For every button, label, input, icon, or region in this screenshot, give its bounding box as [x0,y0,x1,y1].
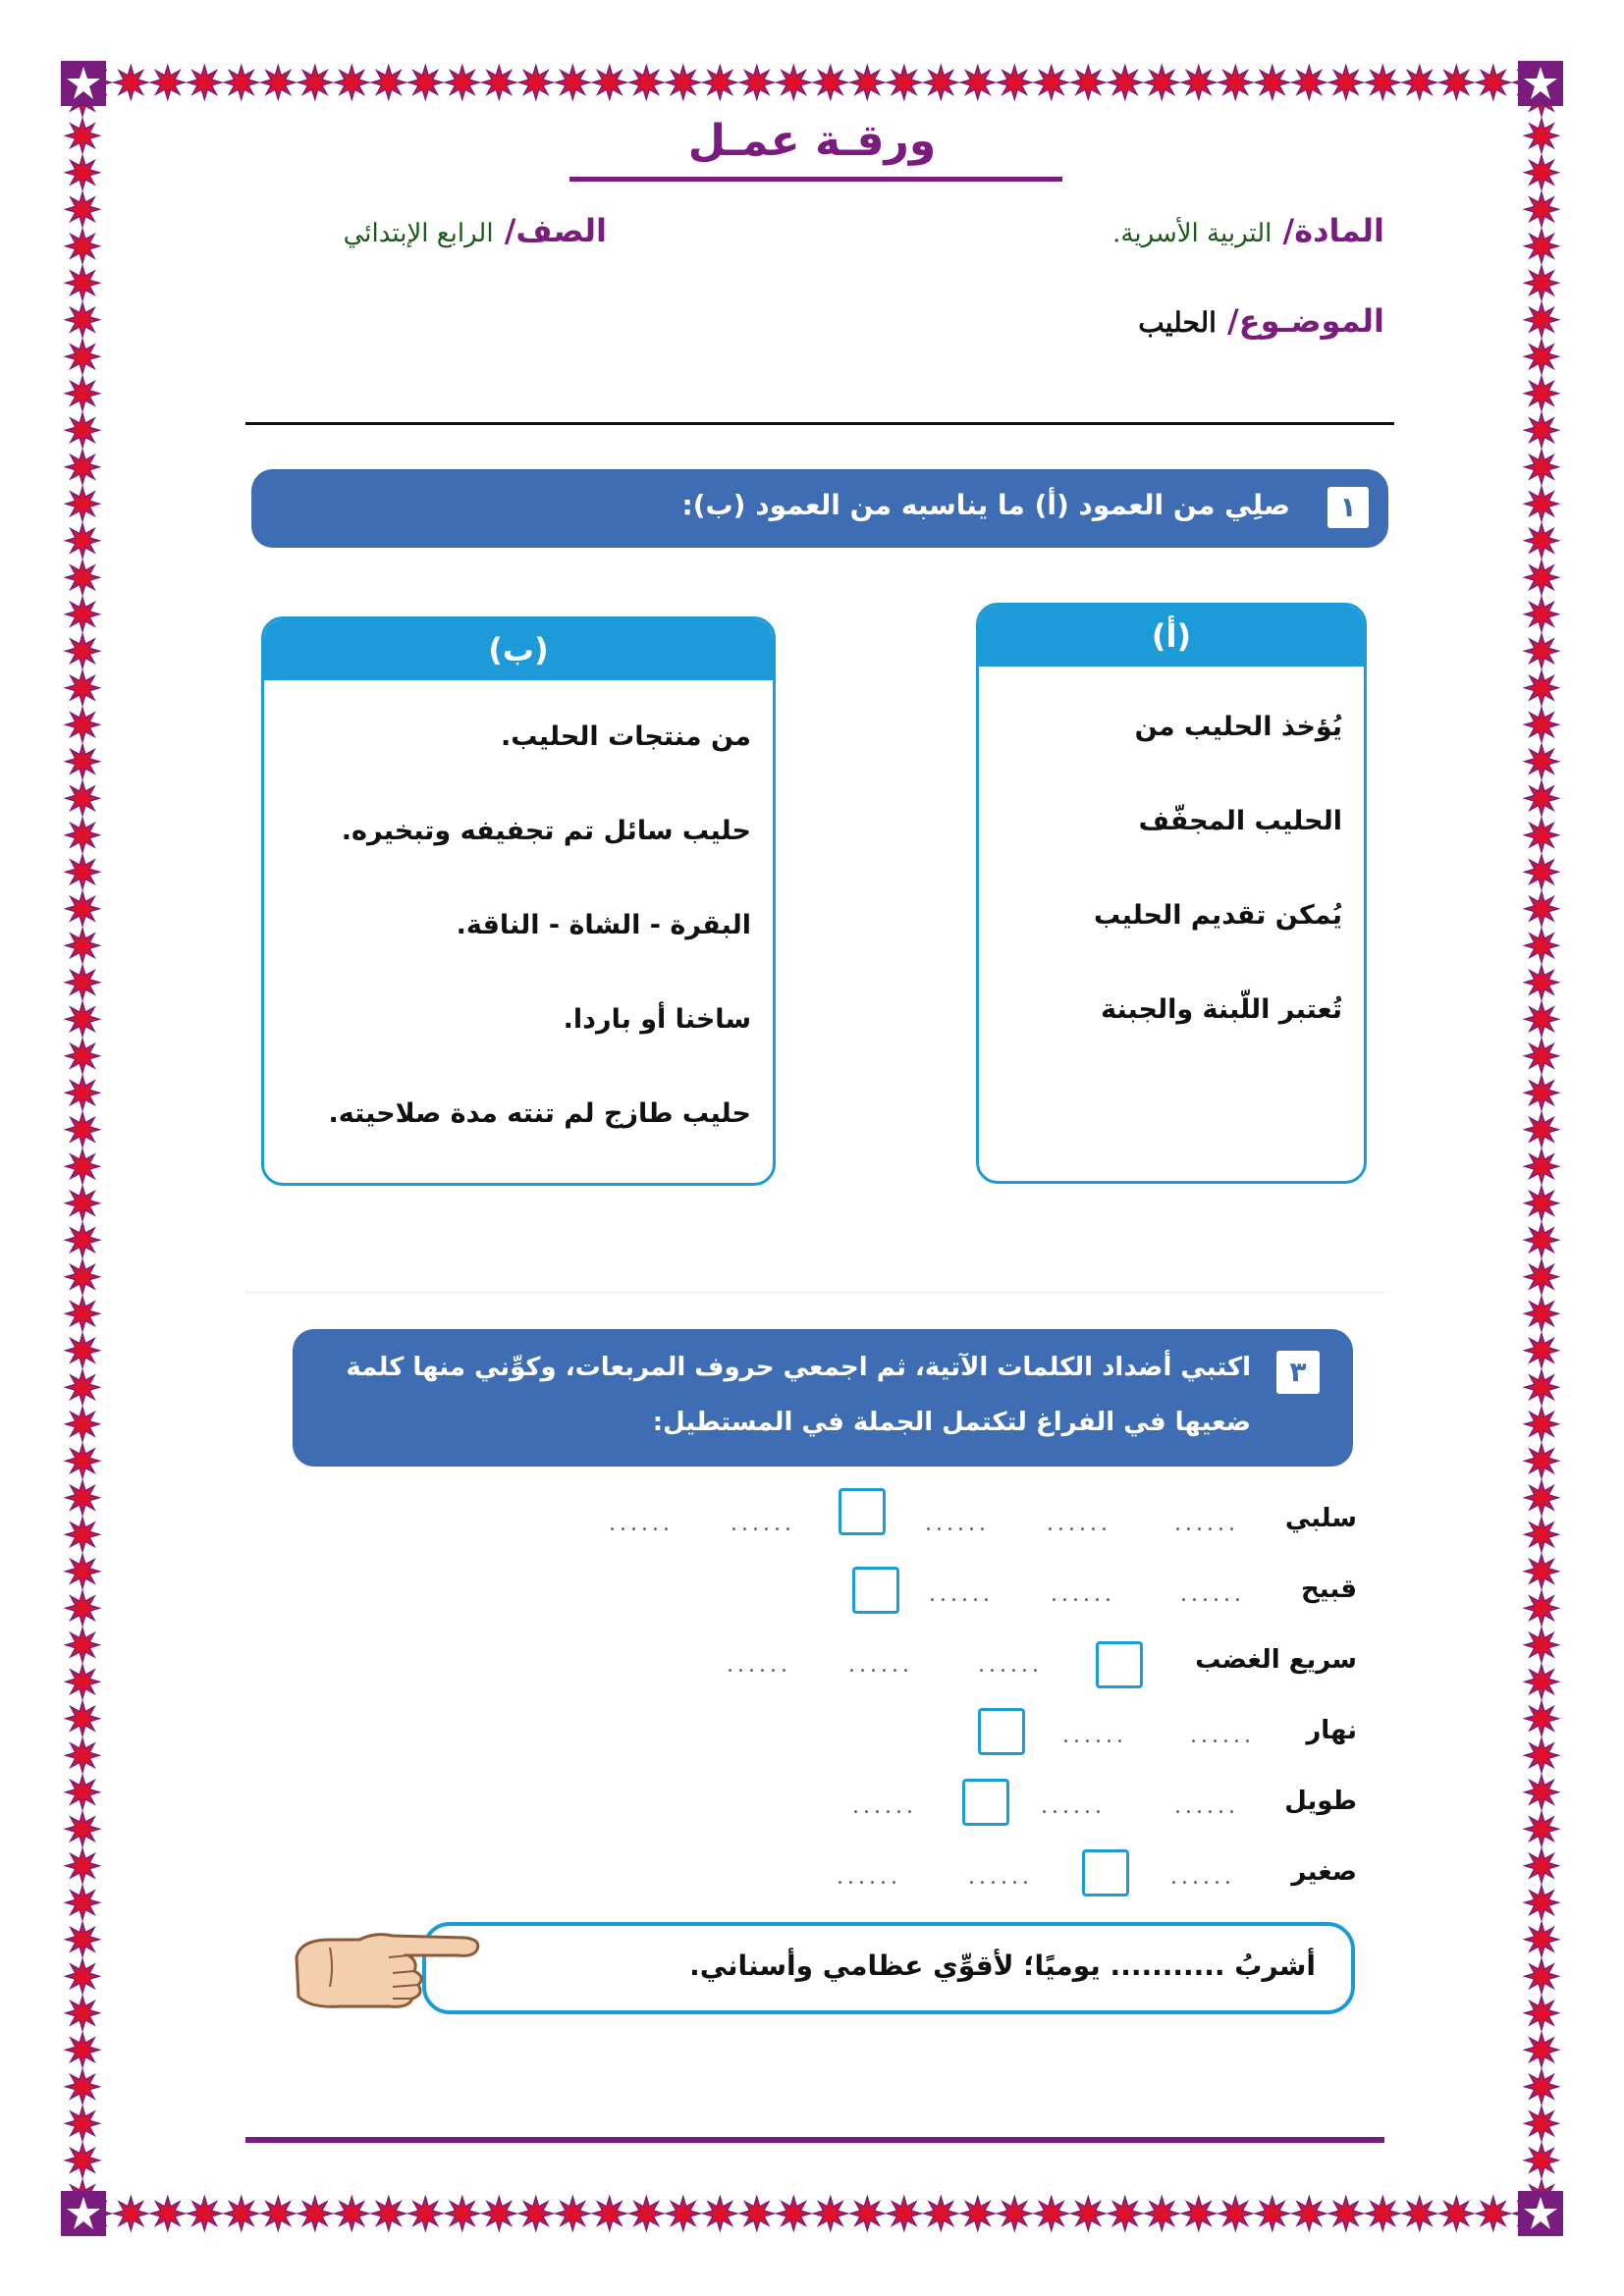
blank-dots: ...... [837,1865,901,1890]
blank-dots: ...... [1174,1512,1239,1536]
border-star-icon [66,1776,99,1809]
column-b-item: ساخنا أو باردا. [563,1004,751,1035]
border-star-icon [151,66,185,99]
border-star-icon [1477,66,1510,99]
column-b-item: من منتجات الحليب. [500,721,751,752]
border-star-icon [593,66,626,99]
border-star-icon [1071,66,1105,99]
blank-dots: ...... [731,1512,795,1536]
star-border-top [63,63,1561,102]
border-star-icon [1525,413,1558,447]
column-b-item: حليب طازج لم تنته مدة صلاحيته. [328,1098,751,1129]
border-star-icon [777,66,810,99]
border-star-icon [1366,2197,1399,2230]
border-star-icon [1525,524,1558,558]
border-star-icon [1525,1518,1558,1551]
border-star-icon [1525,2033,1558,2066]
border-star-icon [66,1481,99,1515]
border-star-icon [1525,708,1558,741]
border-star-icon [66,1923,99,1956]
star-border-left [63,63,102,2233]
column-b-heading: (ب) [264,619,773,680]
blank-dots: ...... [1190,1724,1255,1748]
border-star-icon [888,2197,921,2230]
border-star-icon [66,819,99,852]
blank-dots: ...... [1047,1512,1111,1536]
border-star-icon [629,66,663,99]
blank-dots: ...... [1174,1794,1239,1819]
border-star-icon [66,1408,99,1441]
border-star-icon [1218,2197,1252,2230]
blank-dots: ...... [1051,1582,1115,1607]
border-star-icon [66,1297,99,1330]
border-star-icon [1525,561,1558,594]
border-star-icon [66,855,99,888]
question-1-banner [251,469,1388,548]
border-star-icon [1292,2197,1326,2230]
border-star-icon [66,1370,99,1404]
question-1-instruction: صلِي من العمود (أ) ما يناسبه من العمود (ب): [681,489,1290,521]
blank-dots: ...... [968,1865,1033,1890]
border-star-icon [1035,66,1068,99]
border-star-icon [1525,598,1558,631]
border-star-icon [66,1886,99,1919]
border-star-icon [1525,1260,1558,1294]
star-border-bottom [63,2194,1561,2233]
border-star-icon [482,66,515,99]
border-star-icon [335,2197,368,2230]
border-star-icon [66,192,99,226]
border-star-icon [519,2197,553,2230]
column-a-item: تُعتبر اللّبنة والجبنة [1101,994,1342,1025]
blank-dots: ...... [1170,1865,1235,1890]
border-star-icon [66,1444,99,1477]
border-star-icon [66,1040,99,1073]
border-star-icon [1525,2107,1558,2140]
corner-star-icon [61,2191,106,2236]
border-star-icon [1525,1665,1558,1698]
border-star-icon [814,66,847,99]
border-star-icon [66,1555,99,1588]
border-star-icon [1525,1149,1558,1183]
border-star-icon [446,2197,479,2230]
border-star-icon [1145,66,1178,99]
border-star-icon [1366,66,1399,99]
border-star-icon [1525,1076,1558,1109]
border-star-icon [961,66,995,99]
border-star-icon [1525,1812,1558,1845]
border-star-icon [66,1812,99,1845]
border-star-icon [1525,1555,1558,1588]
border-star-icon [1525,1334,1558,1367]
topic-label: الموضـوع/ [1227,302,1384,340]
border-star-icon [1525,1776,1558,1809]
border-star-icon [261,2197,295,2230]
border-star-icon [66,1002,99,1036]
column-a-item: الحليب المجفّف [1138,806,1342,836]
column-a-heading: (أ) [979,606,1364,667]
border-star-icon [850,66,884,99]
border-star-icon [1145,2197,1178,2230]
border-star-icon [66,1076,99,1109]
border-star-icon [66,2144,99,2177]
letter-square[interactable] [1096,1641,1143,1688]
border-star-icon [66,2107,99,2140]
border-star-icon [1525,892,1558,926]
border-star-icon [1525,671,1558,705]
border-star-icon [66,230,99,263]
topic-value: الحليب [1138,306,1217,339]
border-star-icon [1525,487,1558,520]
border-star-icon [188,66,221,99]
blank-dots: ...... [1062,1724,1127,1748]
border-star-icon [1477,2197,1510,2230]
word-item: طويل [1284,1787,1357,1816]
border-star-icon [1525,1444,1558,1477]
border-star-icon [1525,1187,1558,1220]
border-star-icon [1439,2197,1473,2230]
border-star-icon [66,413,99,447]
column-a-item: يُمكن تقديم الحليب [1094,900,1342,931]
border-star-icon [998,66,1031,99]
border-star-icon [814,2197,847,2230]
border-star-icon [66,524,99,558]
footer-divider [245,2137,1384,2143]
blank-dots: ...... [609,1512,674,1536]
word-item: قبيح [1301,1575,1357,1604]
word-item: سلبي [1284,1504,1357,1533]
border-star-icon [1525,1481,1558,1515]
border-star-icon [1182,2197,1216,2230]
border-star-icon [740,66,774,99]
border-star-icon [1329,66,1363,99]
word-item: نهار [1306,1716,1357,1745]
border-star-icon [1071,2197,1105,2230]
letter-square[interactable] [978,1708,1025,1755]
border-star-icon [888,66,921,99]
border-star-icon [961,2197,995,2230]
question-3-banner [293,1329,1353,1467]
border-star-icon [1525,340,1558,373]
border-star-icon [114,66,147,99]
border-star-icon [188,2197,221,2230]
column-a [976,603,1367,1184]
grade-value: الرابع الإبتدائي [343,219,494,248]
border-star-icon [372,2197,406,2230]
column-b-item: البقرة - الشاة - الناقة. [456,910,751,940]
border-star-icon [1218,66,1252,99]
border-star-icon [1403,2197,1436,2230]
border-star-icon [1292,66,1326,99]
border-star-icon [66,303,99,337]
topic-line [1138,302,1384,340]
column-a-item: يُؤخذ الحليب من [1134,712,1342,742]
border-star-icon [261,66,295,99]
border-star-icon [1109,66,1142,99]
letter-square[interactable] [852,1567,899,1614]
border-star-icon [924,66,957,99]
border-star-icon [519,66,553,99]
subject-value: التربية الأسرية. [1112,219,1272,248]
border-star-icon [998,2197,1031,2230]
question-3-instruction-line-1: اكتبي أضداد الكلمات الآتية، ثم اجمعي حروف المربعات، وكوِّني منها كلمة [346,1353,1251,1382]
corner-star-icon [1518,2191,1563,2236]
pointing-hand-icon [291,1918,487,2016]
border-star-icon [446,66,479,99]
border-star-icon [66,929,99,962]
border-star-icon [1525,855,1558,888]
border-star-icon [66,377,99,410]
border-star-icon [482,2197,515,2230]
subject-label: المادة/ [1282,212,1384,249]
border-star-icon [1403,66,1436,99]
border-star-icon [1525,266,1558,299]
border-star-icon [66,2033,99,2066]
border-star-icon [66,561,99,594]
letter-square[interactable] [839,1488,886,1535]
border-star-icon [66,1113,99,1147]
border-star-icon [924,2197,957,2230]
border-star-icon [1525,1591,1558,1625]
border-star-icon [66,1260,99,1294]
question-1-number: ١ [1327,487,1369,528]
border-star-icon [1525,303,1558,337]
border-star-icon [667,66,700,99]
border-star-icon [740,2197,774,2230]
section-divider [245,1292,1384,1293]
border-star-icon [556,66,589,99]
blank-dots: ...... [1180,1582,1245,1607]
border-star-icon [1525,1886,1558,1919]
border-star-icon [66,340,99,373]
letter-square[interactable] [962,1779,1009,1826]
border-star-icon [66,781,99,815]
border-star-icon [667,2197,700,2230]
word-item: صغير [1291,1857,1357,1887]
border-star-icon [66,266,99,299]
border-star-icon [114,2197,147,2230]
subject-line [1112,212,1384,249]
border-star-icon [225,2197,258,2230]
border-star-icon [1525,1223,1558,1256]
border-star-icon [1525,966,1558,999]
border-star-icon [1525,1629,1558,1662]
border-star-icon [66,1223,99,1256]
grade-label: الصف/ [504,212,607,249]
border-star-icon [1525,634,1558,667]
border-star-icon [66,1997,99,2030]
border-star-icon [1525,1923,1558,1956]
border-star-icon [556,2197,589,2230]
blank-dots: ...... [1041,1794,1106,1819]
blank-dots: ...... [929,1582,994,1607]
border-star-icon [1329,2197,1363,2230]
grade-line [344,212,607,249]
border-star-icon [703,66,736,99]
border-star-icon [66,487,99,520]
border-star-icon [151,2197,185,2230]
border-star-icon [1256,2197,1289,2230]
column-b [261,616,776,1186]
corner-star-icon [1518,61,1563,106]
header-divider [245,422,1394,425]
border-star-icon [593,2197,626,2230]
border-star-icon [1439,66,1473,99]
border-star-icon [1525,1002,1558,1036]
border-star-icon [66,1959,99,1993]
border-star-icon [1525,1738,1558,1772]
border-star-icon [66,708,99,741]
question-3-instruction-line-2: ضعيها في الفراغ لتكتمل الجملة في المستطيل: [652,1408,1251,1437]
blank-dots: ...... [852,1794,917,1819]
border-star-icon [1525,1297,1558,1330]
border-star-icon [1525,377,1558,410]
border-star-icon [1525,1849,1558,1883]
border-star-icon [1256,66,1289,99]
blank-dots: ...... [727,1653,791,1678]
blank-dots: ...... [925,1512,990,1536]
border-star-icon [66,1849,99,1883]
border-star-icon [66,1518,99,1551]
border-star-icon [66,598,99,631]
border-star-icon [777,2197,810,2230]
letter-square[interactable] [1082,1849,1129,1896]
blank-dots: ...... [978,1653,1043,1678]
border-star-icon [1525,1040,1558,1073]
border-star-icon [1525,1959,1558,1993]
border-star-icon [850,2197,884,2230]
blank-dots: ...... [848,1653,913,1678]
border-star-icon [408,66,442,99]
border-star-icon [66,1738,99,1772]
border-star-icon [1525,192,1558,226]
corner-star-icon [61,61,106,106]
title-underline [569,177,1062,182]
border-star-icon [66,1629,99,1662]
border-star-icon [66,966,99,999]
border-star-icon [1525,2070,1558,2104]
border-star-icon [408,2197,442,2230]
border-star-icon [1525,1702,1558,1735]
border-star-icon [66,1334,99,1367]
border-star-icon [66,634,99,667]
border-star-icon [1525,1408,1558,1441]
border-star-icon [1525,1370,1558,1404]
border-star-icon [629,2197,663,2230]
sentence-box [422,1922,1355,2014]
border-star-icon [298,2197,332,2230]
border-star-icon [66,1702,99,1735]
border-star-icon [1525,2144,1558,2177]
worksheet-title: ورقـة عمـل [687,116,937,166]
border-star-icon [1525,451,1558,484]
border-star-icon [1525,1997,1558,2030]
border-star-icon [335,66,368,99]
border-star-icon [66,1665,99,1698]
border-star-icon [1182,66,1216,99]
border-star-icon [372,66,406,99]
border-star-icon [1525,1113,1558,1147]
border-star-icon [703,2197,736,2230]
border-star-icon [1525,745,1558,778]
border-star-icon [66,1149,99,1183]
word-item: سريع الغضب [1195,1645,1357,1675]
border-star-icon [1109,2197,1142,2230]
sentence-text: أشربُ ........... يوميًا؛ لأقوِّي عظامي وأسناني. [689,1949,1316,1982]
border-star-icon [66,451,99,484]
border-star-icon [66,671,99,705]
border-star-icon [225,66,258,99]
border-star-icon [1525,819,1558,852]
border-star-icon [1035,2197,1068,2230]
border-star-icon [66,1187,99,1220]
column-b-item: حليب سائل تم تجفيفه وتبخيره. [341,816,751,846]
star-border-right [1522,63,1561,2233]
question-3-number: ٣ [1276,1351,1320,1394]
border-star-icon [1525,929,1558,962]
border-star-icon [66,892,99,926]
border-star-icon [66,745,99,778]
border-star-icon [1525,781,1558,815]
border-star-icon [66,1591,99,1625]
border-star-icon [1525,230,1558,263]
border-star-icon [66,2070,99,2104]
border-star-icon [298,66,332,99]
